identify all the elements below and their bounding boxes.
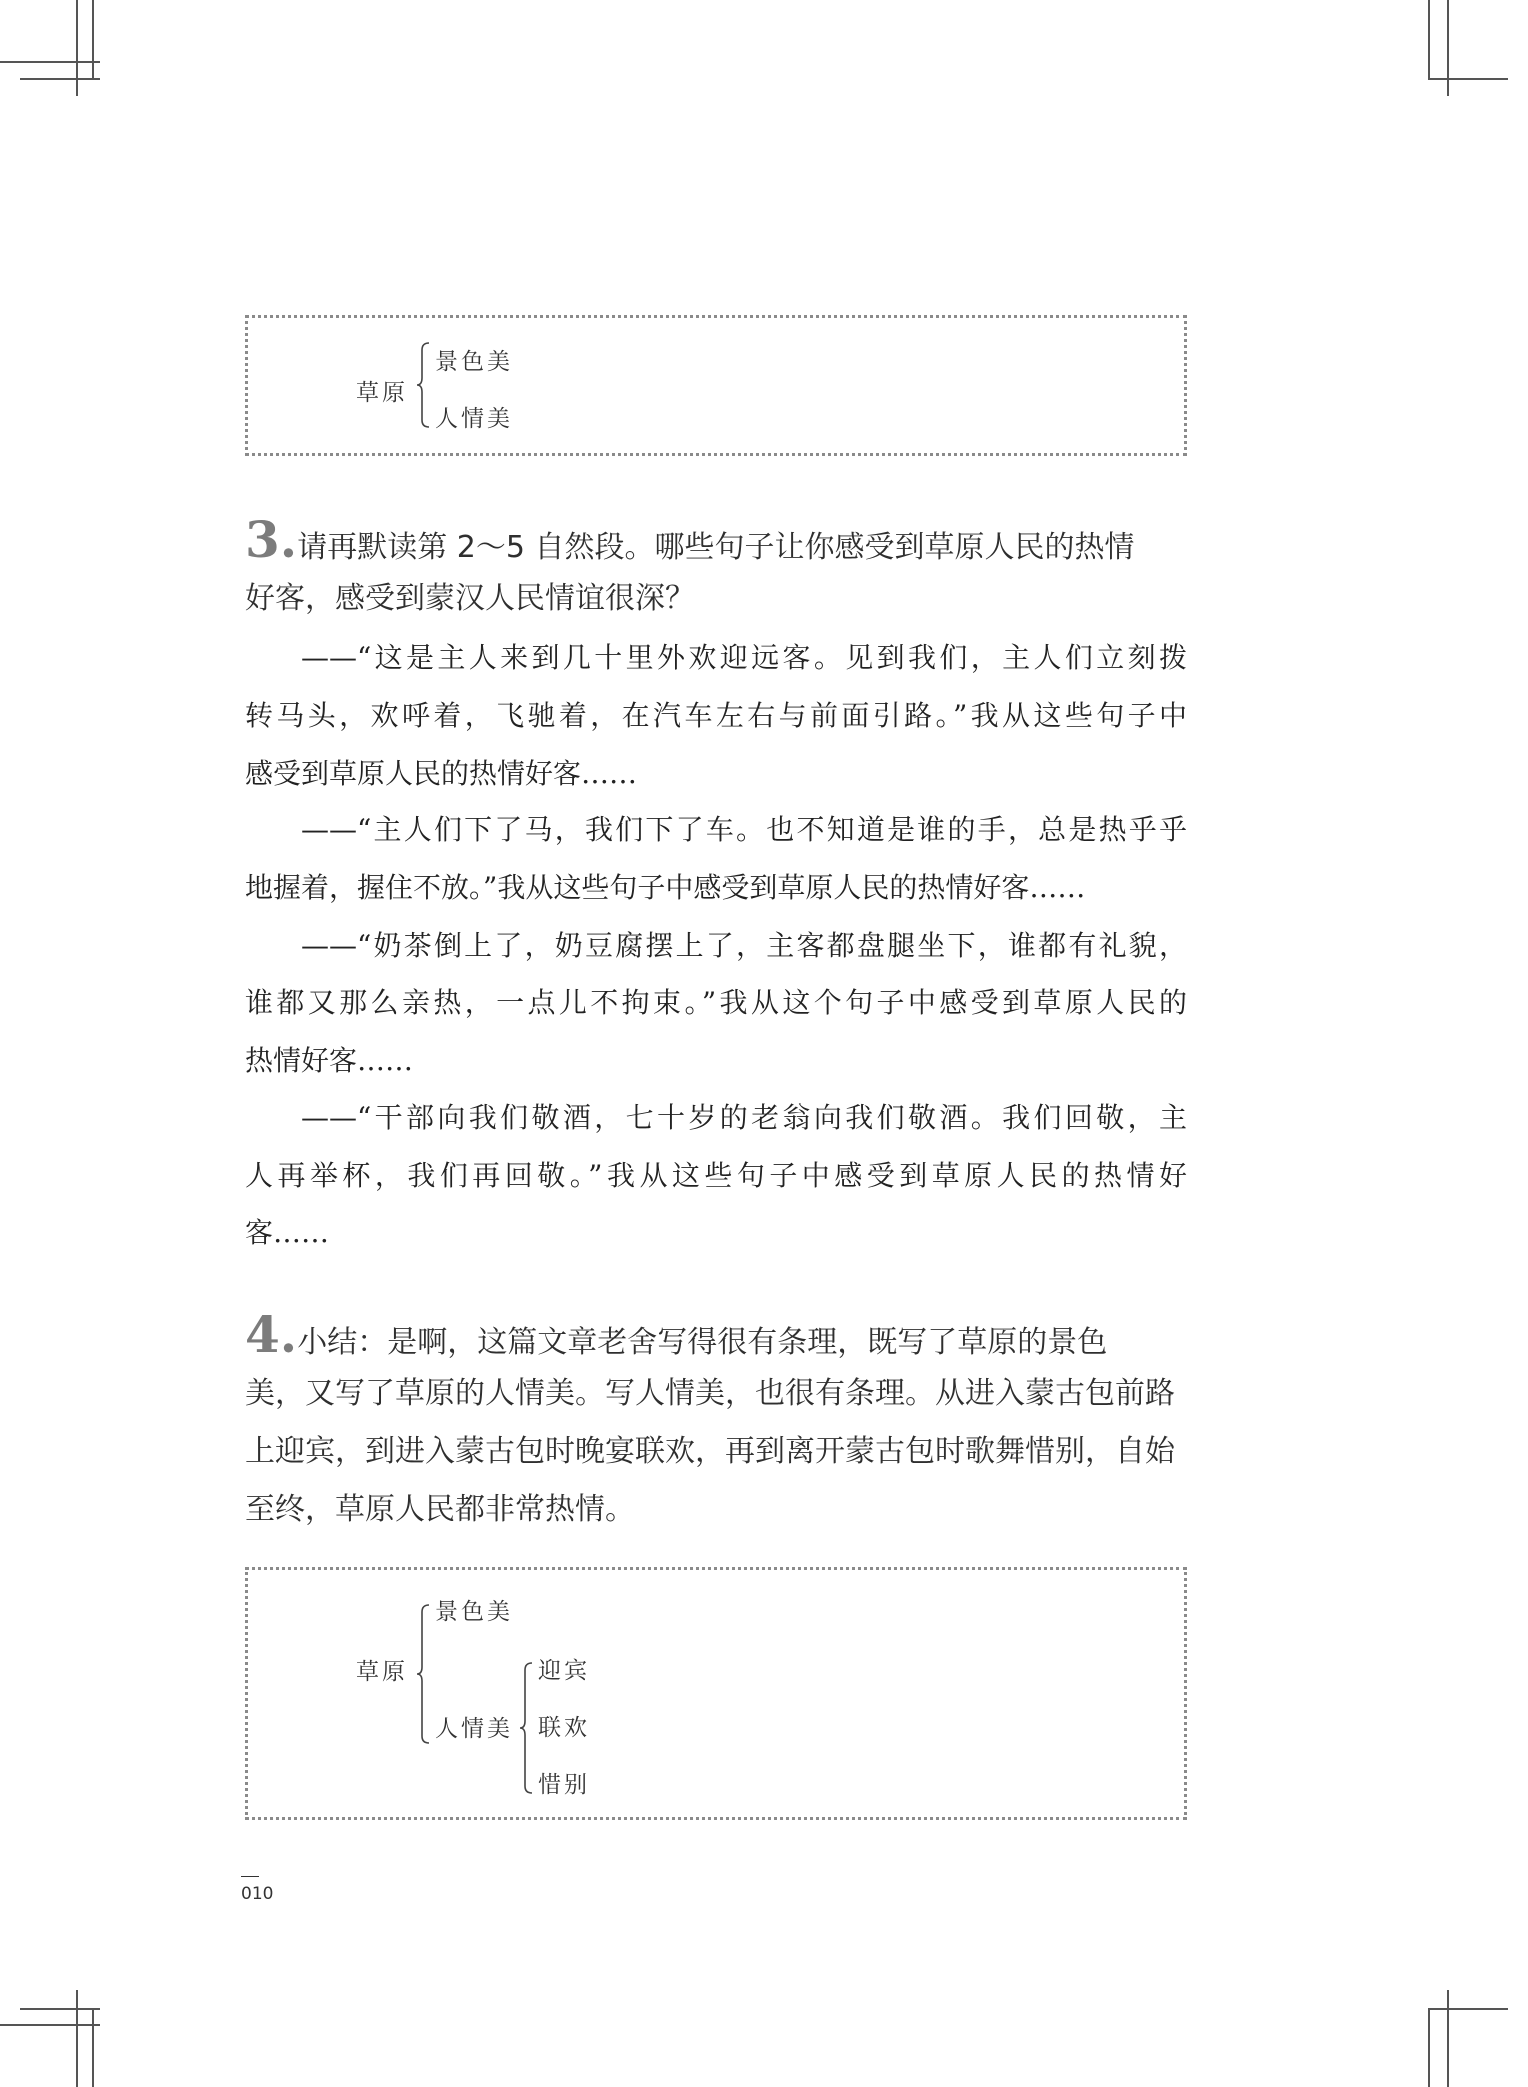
tree-sub-branch: 迎宾 xyxy=(538,1658,590,1684)
tree-root: 草原 xyxy=(356,1659,408,1685)
page-number: 010 xyxy=(241,1884,274,1904)
tree-branch: 景色美 xyxy=(435,349,513,375)
tree-branch: 人情美 xyxy=(435,406,513,432)
tree-sub-branch: 联欢 xyxy=(538,1715,590,1741)
diagram-box-1 xyxy=(245,315,1187,456)
answer-line: 客…… xyxy=(245,1216,330,1249)
answer-line: ——“这是主人来到几十里外欢迎远客。见到我们，主人们立刻拨 xyxy=(301,641,1187,674)
page-number-rule xyxy=(241,1876,259,1877)
question-4-line: 美，又写了草原的人情美。写人情美，也很有条理。从进入蒙古包前路 xyxy=(245,1376,1175,1411)
tree-sub-branch: 惜别 xyxy=(538,1772,590,1798)
answer-line: ——“主人们下了马，我们下了车。也不知道是谁的手，总是热乎乎 xyxy=(301,813,1187,846)
answer-line: 转马头，欢呼着，飞驰着，在汽车左右与前面引路。”我从这些句子中 xyxy=(245,699,1187,732)
answer-line: ——“奶茶倒上了，奶豆腐摆上了，主客都盘腿坐下，谁都有礼貌， xyxy=(301,929,1187,962)
question-number: 4. xyxy=(245,1305,298,1364)
tree-root: 草原 xyxy=(356,380,408,406)
brace-icon xyxy=(519,1662,533,1794)
diagram-box-2 xyxy=(245,1567,1187,1820)
question-4-line: 至终，草原人民都非常热情。 xyxy=(245,1492,635,1527)
question-3-line: 好客，感受到蒙汉人民情谊很深？ xyxy=(245,581,695,616)
answer-line: 热情好客…… xyxy=(245,1044,414,1077)
question-3-line: 3.请再默读第 2～5 自然段。哪些句子让你感受到草原人民的热情 xyxy=(245,510,1135,569)
tree-branch: 景色美 xyxy=(435,1599,513,1625)
answer-line: 地握着，握住不放。”我从这些句子中感受到草原人民的热情好客…… xyxy=(245,871,1086,904)
answer-line: ——“干部向我们敬酒，七十岁的老翁向我们敬酒。我们回敬，主 xyxy=(301,1101,1187,1134)
tree-branch: 人情美 xyxy=(435,1716,513,1742)
question-4-line: 4.小结：是啊，这篇文章老舍写得很有条理，既写了草原的景色 xyxy=(245,1305,1108,1364)
question-number: 3. xyxy=(245,510,298,569)
answer-line: 人再举杯，我们再回敬。”我从这些句子中感受到草原人民的热情好 xyxy=(245,1159,1187,1192)
answer-line: 谁都又那么亲热，一点儿不拘束。”我从这个句子中感受到草原人民的 xyxy=(245,986,1187,1019)
brace-icon xyxy=(416,342,430,428)
answer-line: 感受到草原人民的热情好客…… xyxy=(245,757,638,790)
brace-icon xyxy=(416,1604,430,1744)
question-4-line: 上迎宾，到进入蒙古包时晚宴联欢，再到离开蒙古包时歌舞惜别，自始 xyxy=(245,1434,1175,1469)
